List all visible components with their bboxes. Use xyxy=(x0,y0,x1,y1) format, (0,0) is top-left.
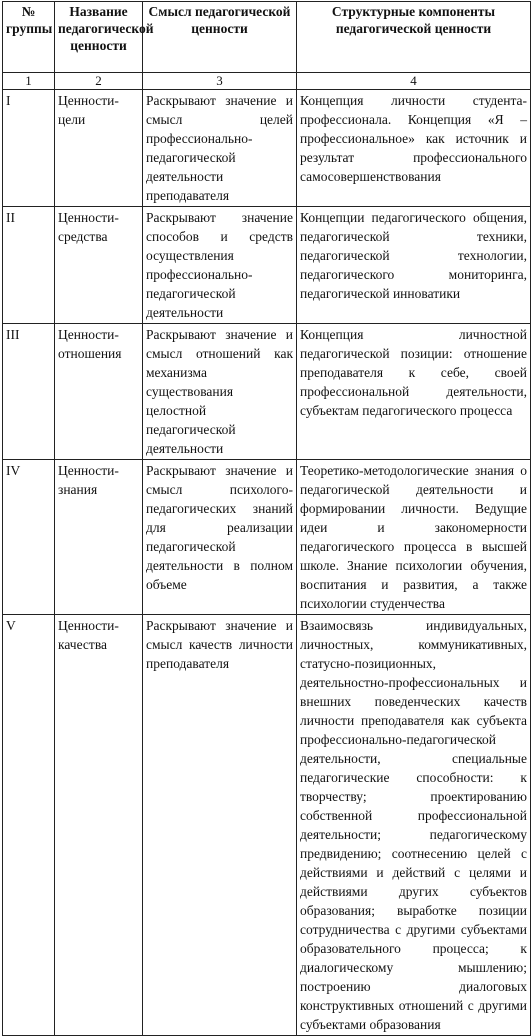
table-row xyxy=(3,460,531,615)
column-number: 4 xyxy=(297,73,531,90)
table-row xyxy=(3,207,531,324)
value-meaning: Раскрывают значение и смысл качеств личности преподавателя xyxy=(143,615,297,1036)
column-number-row xyxy=(3,73,531,90)
value-meaning: Раскрывают значение и смысл целей профессионально-педагогической деятельности преподавателя xyxy=(143,90,297,207)
value-components: Концепция личностной педагогической позиции: отношение преподавателя к себе, своей профессиональной деятельности, субъектам педагогического процесса xyxy=(297,324,531,460)
group-number: III xyxy=(3,324,55,460)
column-number: 2 xyxy=(55,73,143,90)
group-number: IV xyxy=(3,460,55,615)
value-name: Ценности-средства xyxy=(55,207,143,324)
group-number: I xyxy=(3,90,55,207)
value-components: Концепция личности студента-профессионала. Концепция «Я – профессиональное» как источник и результат профессионального самосовершенствования xyxy=(297,90,531,207)
group-number: V xyxy=(3,615,55,1036)
value-name: Ценности-знания xyxy=(55,460,143,615)
value-name: Ценности-качества xyxy=(55,615,143,1036)
value-meaning: Раскрывают значение и смысл психолого-педагогических знаний для реализации педагогической деятельности в полном объеме xyxy=(143,460,297,615)
column-number: 1 xyxy=(3,73,55,90)
header-value-name: Название педагогической ценности xyxy=(55,2,143,73)
value-meaning: Раскрывают значение способов и средств осуществления профессионально-педагогической деятельности xyxy=(143,207,297,324)
header-value-meaning: Смысл педагогической ценности xyxy=(143,2,297,73)
value-components: Взаимосвязь индивидуальных, личностных, коммуникативных, статусно-позиционных, деятельностно-профессиональных и внешних поведенческих качеств личности преподавателя как субъекта профессионально-педагогической деятельности, специальные педагогические способности: к творчеству; проектированию собственной профессиональной деятельности; педагогическому предвидению; соотнесению целей с действиями и действий с целями и действиями других субъектов образования; выработке позиции сотрудничества с другими субъектами образовательного процесса; к диалогическому мышлению; построению диалоговых конструктивных отношений с другими субъектами образования xyxy=(297,615,531,1036)
value-name: Ценности-отношения xyxy=(55,324,143,460)
value-components: Теоретико-методологические знания о педагогической деятельности и формировании личности. Ведущие идеи и закономерности педагогического процесса в высшей школе. Знание психологии обучения, воспитания и развития, а также психологии студенчества xyxy=(297,460,531,615)
header-group-number: № группы xyxy=(3,2,55,73)
table-row xyxy=(3,324,531,460)
value-components: Концепции педагогического общения, педагогической техники, педагогической технологии, педагогического мониторинга, педагогической инноватики xyxy=(297,207,531,324)
column-number: 3 xyxy=(143,73,297,90)
group-number: II xyxy=(3,207,55,324)
value-meaning: Раскрывают значение и смысл отношений как механизма существования целостной педагогической деятельности xyxy=(143,324,297,460)
pedagogical-values-table xyxy=(2,1,531,1036)
header-structural-components: Структурные компоненты педагогической ценности xyxy=(297,2,531,73)
value-name: Ценности-цели xyxy=(55,90,143,207)
table-row xyxy=(3,90,531,207)
header-row xyxy=(3,2,531,73)
table-row xyxy=(3,615,531,1036)
